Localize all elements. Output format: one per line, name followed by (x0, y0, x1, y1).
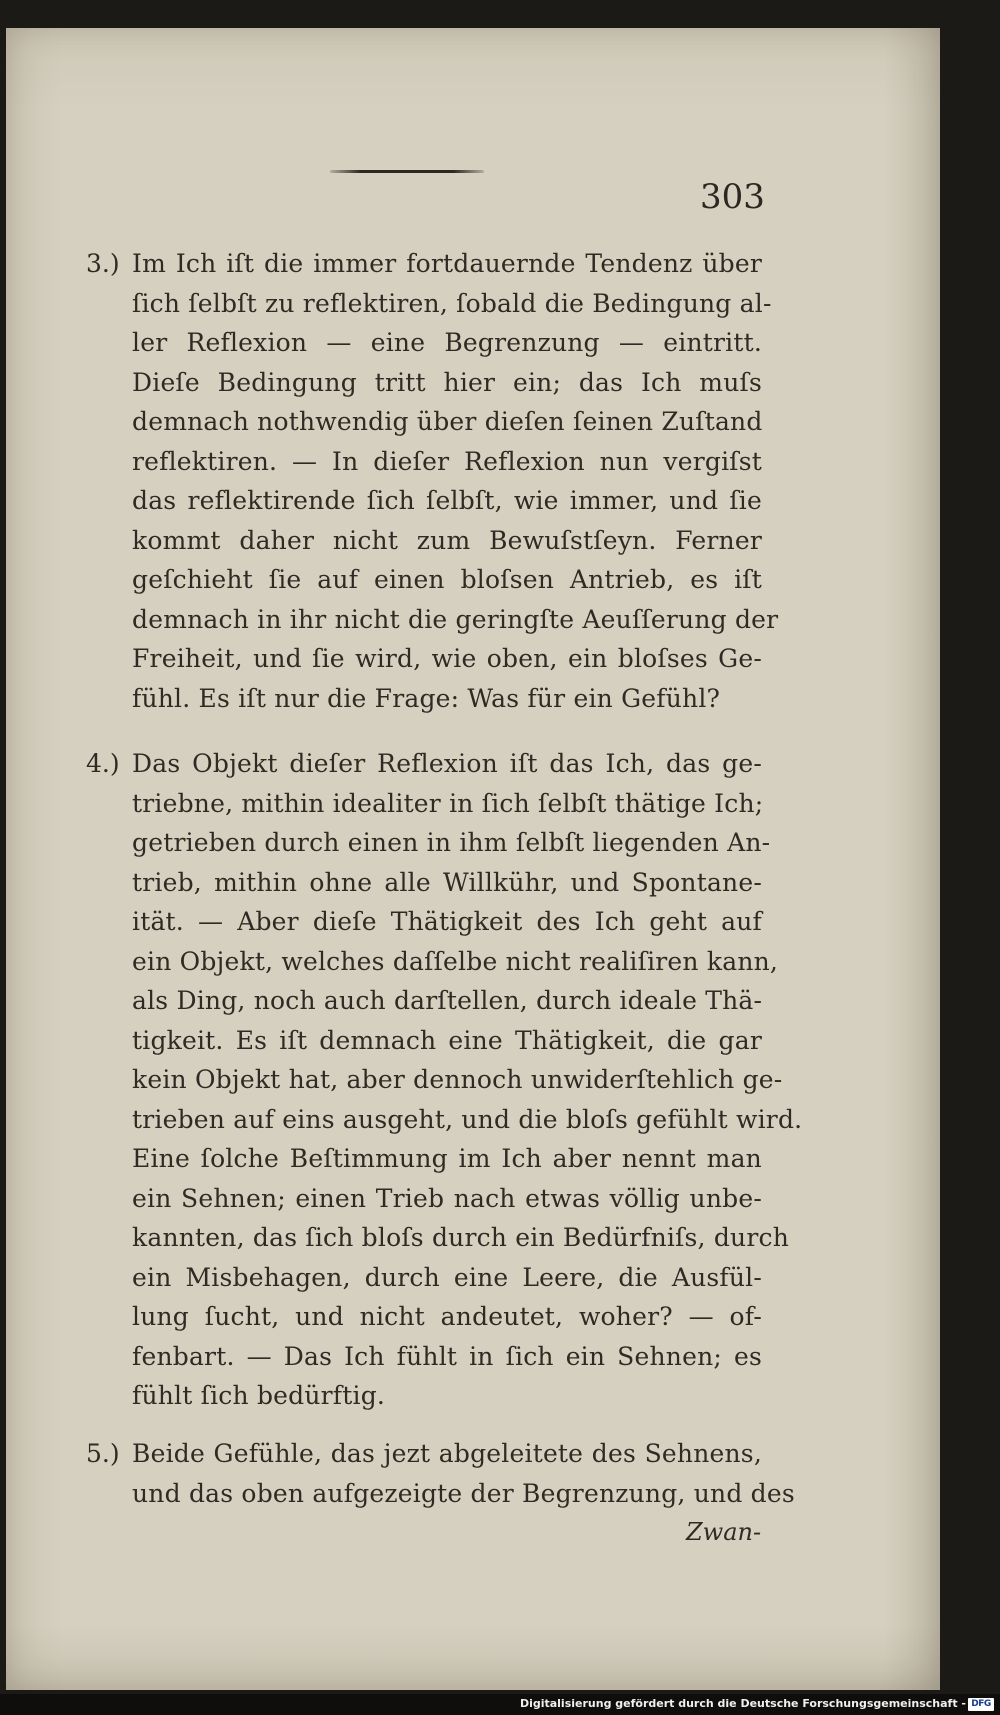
text-line: kommt daher nicht zum Bewuſstſeyn. Ferner (132, 525, 762, 555)
text-line: Das Objekt dieſer Reflexion iſt das Ich, das ge- (132, 749, 762, 778)
paragraph-marker-4: 4.) (86, 749, 120, 778)
text-line: fühl. Es iſt nur die Frage: Was für ein Gefühl? (132, 683, 721, 713)
text-line: getrieben durch einen in ihm ſelbſt liegenden An- (132, 828, 771, 857)
text-line: reflektiren. — In dieſer Reflexion nun vergiſst (132, 446, 762, 476)
text-line: demnach in ihr nicht die geringſte Aeuſſerung der (132, 604, 779, 634)
text-line: kein Objekt hat, aber dennoch unwiderſtehlich ge- (132, 1065, 783, 1094)
text-line: Dieſe Bedingung tritt hier ein; das Ich muſs (132, 367, 762, 397)
catchword: Zwan- (686, 1518, 762, 1546)
text-line: Freiheit, und ſie wird, wie oben, ein bloſses Ge- (132, 644, 762, 673)
page-number: 303 (700, 177, 765, 217)
text-line: ler Reflexion — eine Begrenzung — eintritt. (132, 328, 762, 357)
text-line: trieb, mithin ohne alle Willkühr, und Spontane- (132, 867, 762, 897)
text-line: triebne, mithin idealiter in ſich ſelbſt thätige Ich; (132, 788, 764, 818)
text-line: als Ding, noch auch darſtellen, durch ideale Thä- (132, 986, 763, 1015)
text-line: ſich ſelbſt zu reflektiren, ſobald die Bedingung al- (132, 288, 772, 318)
paragraph-3 (132, 244, 779, 718)
text-line: kannten, das ſich bloſs durch ein Bedürfniſs, durch (132, 1223, 790, 1252)
text-line: fühlt ſich bedürftig. (132, 1381, 386, 1410)
text-line: tigkeit. Es iſt demnach eine Thätigkeit, die gar (132, 1025, 762, 1055)
text-line: ein Misbehagen, durch eine Leere, die Ausfül- (132, 1262, 762, 1292)
paragraph-5 (132, 1434, 795, 1513)
text-line: trieben auf eins ausgeht, und die bloſs gefühlt wird. (132, 1104, 803, 1134)
paragraph-marker-5: 5.) (86, 1439, 120, 1468)
text-line: und das oben aufgezeigte der Begrenzung, und des (132, 1478, 795, 1508)
text-line: Im Ich iſt die immer fortdauernde Tendenz über (132, 249, 762, 278)
text-line: ein Objekt, welches daſſelbe nicht realiſiren kann, (132, 946, 779, 976)
footer-credit: Digitalisierung gefördert durch die Deutsche Forschungsgemeinschaft - (519, 1697, 966, 1710)
text-line: geſchieht ſie auf einen bloſsen Antrieb, es iſt (132, 565, 762, 594)
text-line: das reflektirende ſich ſelbſt, wie immer, und ſie (132, 486, 762, 515)
text-line: demnach nothwendig über dieſen ſeinen Zuſtand (132, 407, 763, 436)
text-line: ität. — Aber dieſe Thätigkeit des Ich geht auf (132, 907, 762, 936)
paragraph-4 (132, 744, 803, 1416)
text-line: lung ſucht, und nicht andeutet, woher? — of- (132, 1302, 762, 1331)
text-line: fenbart. — Das Ich fühlt in ſich ein Sehnen; es (132, 1341, 762, 1371)
book-page (6, 28, 940, 1690)
paragraph-marker-3: 3.) (86, 249, 120, 278)
text-line: ein Sehnen; einen Trieb nach etwas völlig unbe- (132, 1183, 762, 1213)
text-line: Eine ſolche Beſtimmung im Ich aber nennt man (132, 1144, 762, 1173)
header-rule (330, 170, 484, 173)
text-line: Beide Gefühle, das jezt abgeleitete des Sehnens, (132, 1439, 762, 1468)
dfg-logo-icon: DFG (968, 1698, 994, 1711)
